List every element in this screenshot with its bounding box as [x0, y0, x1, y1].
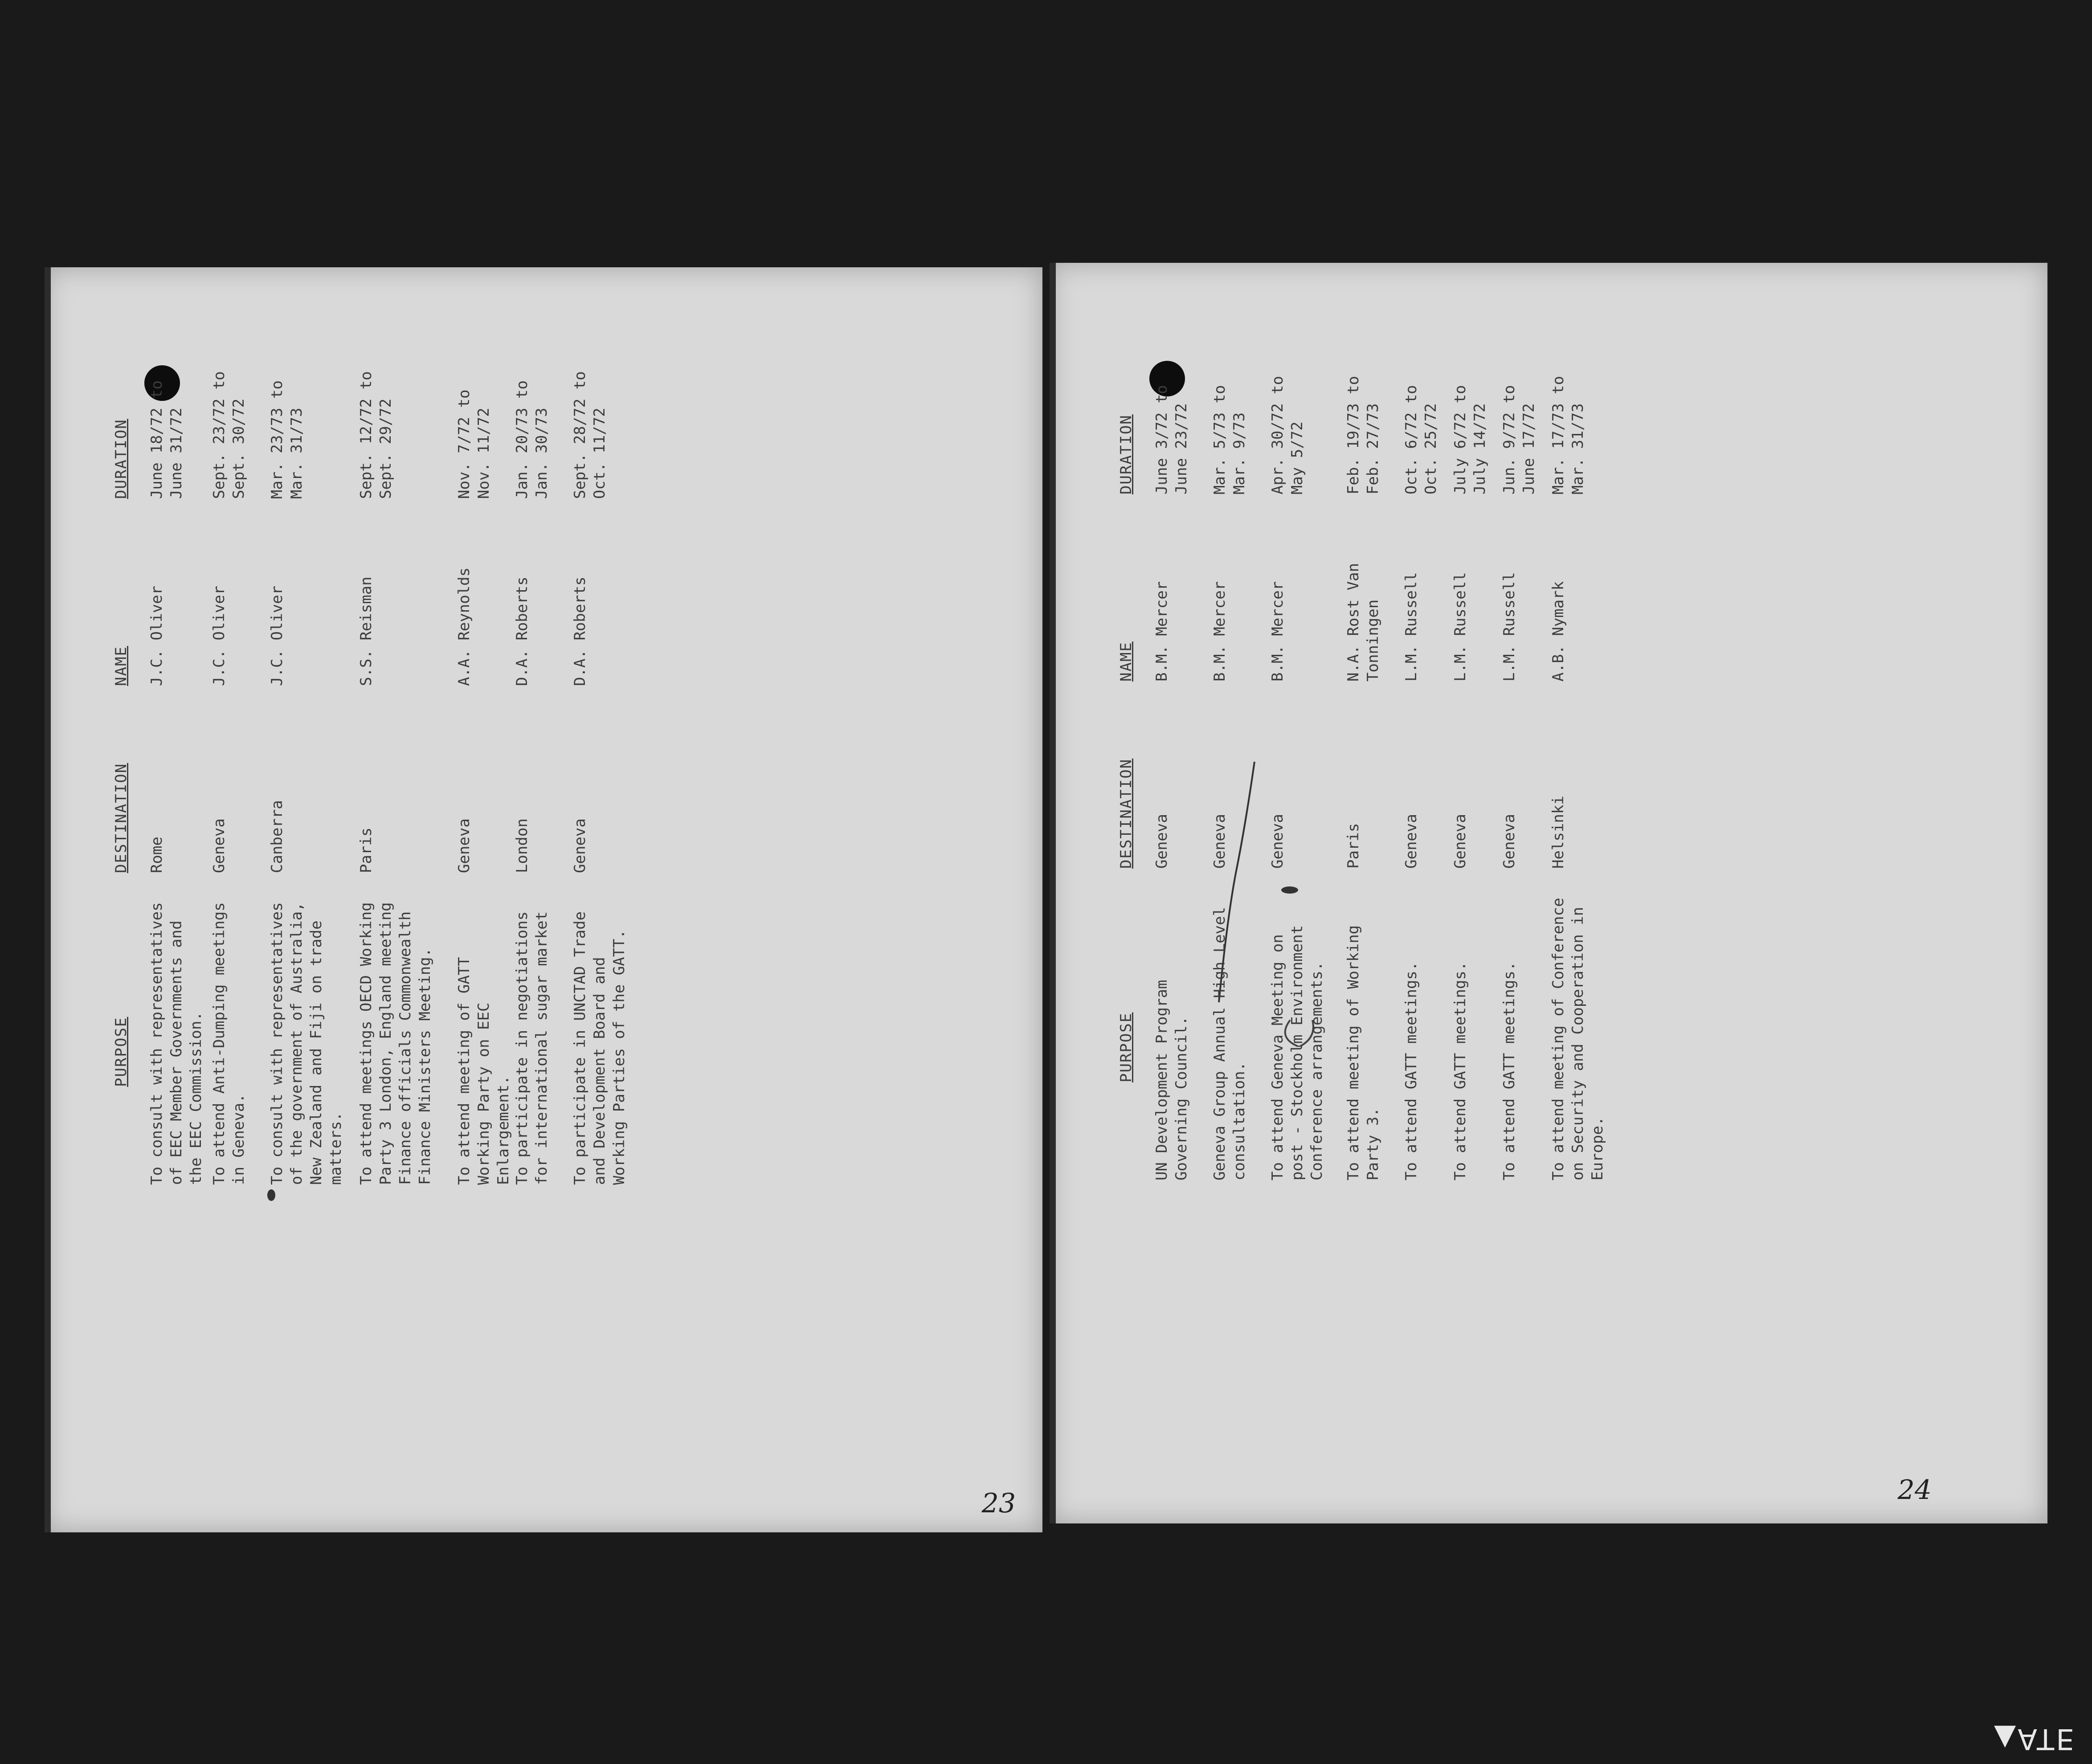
name-cell: B.M. Mercer — [1153, 581, 1171, 682]
header-destination: DESTINATION — [112, 763, 130, 873]
destination-cell: Rome — [148, 837, 166, 873]
duration-cell: Sept. 28/72 to Oct. 11/72 — [571, 371, 609, 499]
duration-cell: Mar. 5/73 to Mar. 9/73 — [1211, 385, 1248, 494]
film-frame-mark: ƎTA▲ — [1992, 1722, 2074, 1755]
destination-cell: Geneva — [571, 818, 589, 873]
page-24-table — [1058, 290, 2039, 1492]
name-cell: J.C. Oliver — [268, 585, 286, 686]
purpose-cell: To attend GATT meetings. — [1500, 961, 1518, 1180]
header-name: NAME — [112, 646, 130, 686]
purpose-cell: To attend meeting of GATT Working Party on EEC Enlargement. — [455, 957, 512, 1185]
header-destination: DESTINATION — [1117, 758, 1135, 869]
destination-cell: London — [513, 818, 531, 873]
destination-cell: Geneva — [210, 818, 228, 873]
table-row — [1500, 290, 1553, 1492]
duration-cell: Oct. 6/72 to Oct. 25/72 — [1402, 385, 1440, 494]
purpose-cell: To participate in negotiations for international sugar market — [513, 911, 551, 1185]
purpose-cell: To attend meeting of Conference on Security and Cooperation in Europe. — [1549, 898, 1606, 1180]
page-number: 23 — [981, 1488, 1016, 1519]
duration-cell: Mar. 17/73 to Mar. 31/73 — [1549, 376, 1587, 494]
table-row — [512, 294, 566, 1497]
table-row — [1401, 290, 1455, 1492]
name-cell: J.C. Oliver — [148, 585, 166, 686]
header-purpose: PURPOSE — [112, 1017, 130, 1087]
name-cell: L.M. Russell — [1402, 572, 1420, 682]
purpose-cell: To attend meetings OECD Working Party 3 London, England meeting Finance officials Commonwealth Finance Ministers Meeting. — [357, 902, 434, 1185]
page-23-table — [53, 294, 1034, 1497]
name-cell: L.M. Russell — [1451, 572, 1469, 682]
destination-cell: Paris — [1344, 823, 1362, 869]
table-row — [267, 294, 345, 1497]
destination-cell: Paris — [357, 827, 375, 873]
duration-cell: June 18/72 to June 31/72 — [148, 380, 185, 499]
table-row — [209, 294, 263, 1497]
duration-cell: Jan. 20/73 to Jan. 30/73 — [513, 380, 551, 499]
purpose-cell: To participate in UNCTAD Trade and Development Board and Working Parties of the GATT. — [571, 911, 628, 1185]
duration-cell: Mar. 23/73 to Mar. 31/73 — [268, 380, 306, 499]
table-row — [570, 294, 628, 1497]
page-23-sheet — [45, 267, 1042, 1532]
duration-cell: Nov. 7/72 to Nov. 11/72 — [455, 389, 493, 499]
destination-cell: Canberra — [268, 800, 286, 873]
table-row — [1451, 290, 1504, 1492]
name-cell: N.A. Rost Van Tonningen — [1344, 563, 1382, 682]
header-purpose: PURPOSE — [1117, 1012, 1135, 1082]
destination-cell: Geneva — [1153, 814, 1171, 869]
table-row — [1268, 290, 1326, 1492]
destination-cell: Geneva — [1451, 814, 1469, 869]
name-cell: A.B. Nymark — [1549, 581, 1567, 682]
purpose-cell: To consult with representatives of the government of Australia, New Zealand and Fiji on trade matters. — [268, 902, 345, 1185]
name-cell: D.A. Roberts — [571, 576, 589, 686]
header-name: NAME — [1117, 641, 1135, 682]
page-24-sheet — [1050, 263, 2047, 1523]
purpose-cell: Geneva Group Annual High Level consultation. — [1211, 906, 1248, 1180]
table-row — [1549, 290, 1606, 1492]
name-cell: S.S. Reisman — [357, 576, 375, 686]
name-cell: A.A. Reynolds — [455, 567, 473, 686]
purpose-cell: UN Development Program Governing Council. — [1153, 980, 1190, 1180]
name-cell: L.M. Russell — [1500, 572, 1518, 682]
purpose-cell: To attend Geneva Meeting on post - Stockholm Environment Conference arrangements. — [1269, 925, 1326, 1180]
destination-cell: Geneva — [455, 818, 473, 873]
destination-cell: Helsinki — [1549, 796, 1567, 869]
destination-cell: Geneva — [1402, 814, 1420, 869]
name-cell: B.M. Mercer — [1211, 581, 1229, 682]
table-row — [1152, 290, 1205, 1492]
duration-cell: Jun. 9/72 to June 17/72 — [1500, 385, 1538, 494]
purpose-cell: To attend GATT meetings. — [1402, 961, 1420, 1180]
duration-cell: Sept. 12/72 to Sept. 29/72 — [357, 371, 395, 499]
duration-cell: Apr. 30/72 to May 5/72 — [1269, 376, 1306, 494]
purpose-cell: To attend GATT meetings. — [1451, 961, 1469, 1180]
table-row — [356, 294, 434, 1497]
table-row — [454, 294, 512, 1497]
duration-cell: June 3/72 to June 23/72 — [1153, 385, 1190, 494]
table-row — [147, 294, 205, 1497]
purpose-cell: To consult with representatives of EEC Member Governments and the EEC Commission. — [148, 902, 205, 1185]
page-number: 24 — [1897, 1474, 1932, 1506]
table-row — [1344, 290, 1397, 1492]
duration-cell: Feb. 19/73 to Feb. 27/73 — [1344, 376, 1382, 494]
name-cell: J.C. Oliver — [210, 585, 228, 686]
duration-cell: Sept. 23/72 to Sept. 30/72 — [210, 371, 248, 499]
destination-cell: Geneva — [1269, 814, 1287, 869]
destination-cell: Geneva — [1211, 814, 1229, 869]
header-duration: DURATION — [1117, 414, 1135, 494]
destination-cell: Geneva — [1500, 814, 1518, 869]
name-cell: D.A. Roberts — [513, 576, 531, 686]
name-cell: B.M. Mercer — [1269, 581, 1287, 682]
purpose-cell: To attend meeting of Working Party 3. — [1344, 925, 1382, 1180]
purpose-cell: To attend Anti-Dumping meetings in Geneva. — [210, 902, 248, 1185]
duration-cell: July 6/72 to July 14/72 — [1451, 385, 1489, 494]
header-duration: DURATION — [112, 419, 130, 499]
table-row — [1210, 290, 1263, 1492]
